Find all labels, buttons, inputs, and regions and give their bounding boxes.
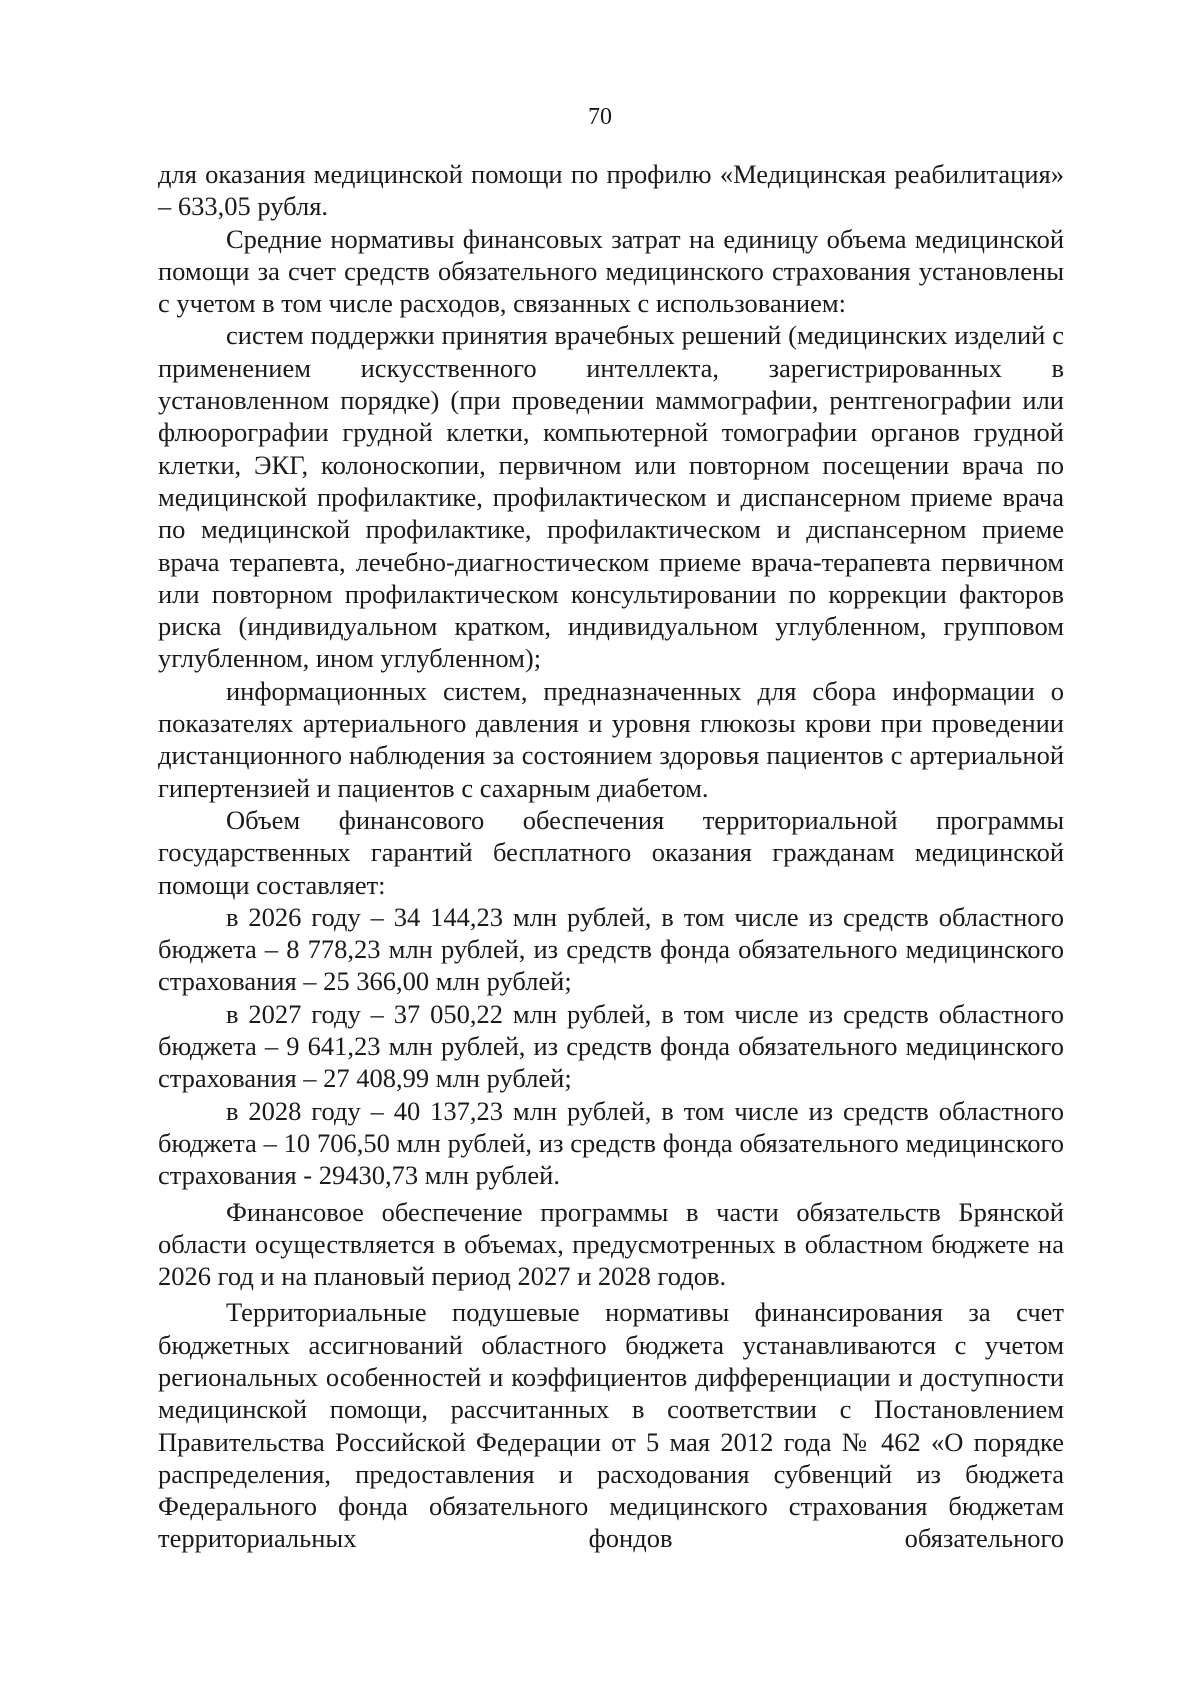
paragraph-year-2026: в 2026 году – 34 144,23 млн рублей, в том числе из средств областного бюджета – 8 778,23 млн рублей, из средств фонда обязательного медицинского страхования – 25 366,00 млн рублей;	[158, 901, 1064, 997]
paragraph-rehabilitation-cost: для оказания медицинской помощи по профилю «Медицинская реабилитация» – 633,05 рубля.	[158, 159, 1064, 222]
document-body	[158, 158, 1064, 1555]
paragraph-average-standards: Средние нормативы финансовых затрат на единицу объема медицинской помощи за счет средств обязательного медицинского страхования установлены с учетом в том числе расходов, связанных с использованием:	[158, 223, 1064, 319]
page-number: 70	[588, 104, 612, 130]
paragraph-bryansk-obligations: Финансовое обеспечение программы в части обязательств Брянской области осуществляется в объемах, предусмотренных в областном бюджете на 2026 год и на плановый период 2027 и 2028 годов.	[158, 1196, 1064, 1292]
paragraph-financing-volume: Объем финансового обеспечения территориальной программы государственных гарантий бесплатного оказания гражданам медицинской помощи составляет:	[158, 804, 1064, 900]
paragraph-per-capita-standards: Территориальные подушевые нормативы финансирования за счет бюджетных ассигнований областного бюджета устанавливаются с учетом региональных особенностей и коэффициентов дифференциации и доступности медицинской помощи, рассчитанных в соответствии с Постановлением Правительства Российской Федерации от 5 мая 2012 года № 462 «О порядке распределения, предоставления и расходования субвенций из бюджета Федерального фонда обязательного медицинского страхования бюджетам территориальных фондов обязательного	[158, 1297, 1064, 1554]
paragraph-information-systems: информационных систем, предназначенных для сбора информации о показателях артериального давления и уровня глюкозы крови при проведении дистанционного наблюдения за состоянием здоровья пациентов с артериальной гипертензией и пациентов с сахарным диабетом.	[158, 675, 1064, 803]
paragraph-decision-support-systems: систем поддержки принятия врачебных решений (медицинских изделий с применением искусственного интеллекта, зарегистрированных в установленном порядке) (при проведении маммографии, рентгенографии или флюорографии грудной клетки, компьютерной томографии органов грудной клетки, ЭКГ, колоноскопии, первичном или повторном посещении врача по медицинской профилактике, профилактическом и диспансерном приеме врача по медицинской профилактике, профилактическом и диспансерном приеме врача терапевта, лечебно-диагностическом приеме врача-терапевта первичном или повторном профилактическом консультировании по коррекции факторов риска (индивидуальном кратком, индивидуальном углубленном, групповом углубленном, ином углубленном);	[158, 320, 1064, 674]
paragraph-year-2028: в 2028 году – 40 137,23 млн рублей, в том числе из средств областного бюджета – 10 706,50 млн рублей, из средств фонда обязательного медицинского страхования - 29430,73 млн рублей.	[158, 1095, 1064, 1191]
paragraph-year-2027: в 2027 году – 37 050,22 млн рублей, в том числе из средств областного бюджета – 9 641,23 млн рублей, из средств фонда обязательного медицинского страхования – 27 408,99 млн рублей;	[158, 998, 1064, 1094]
